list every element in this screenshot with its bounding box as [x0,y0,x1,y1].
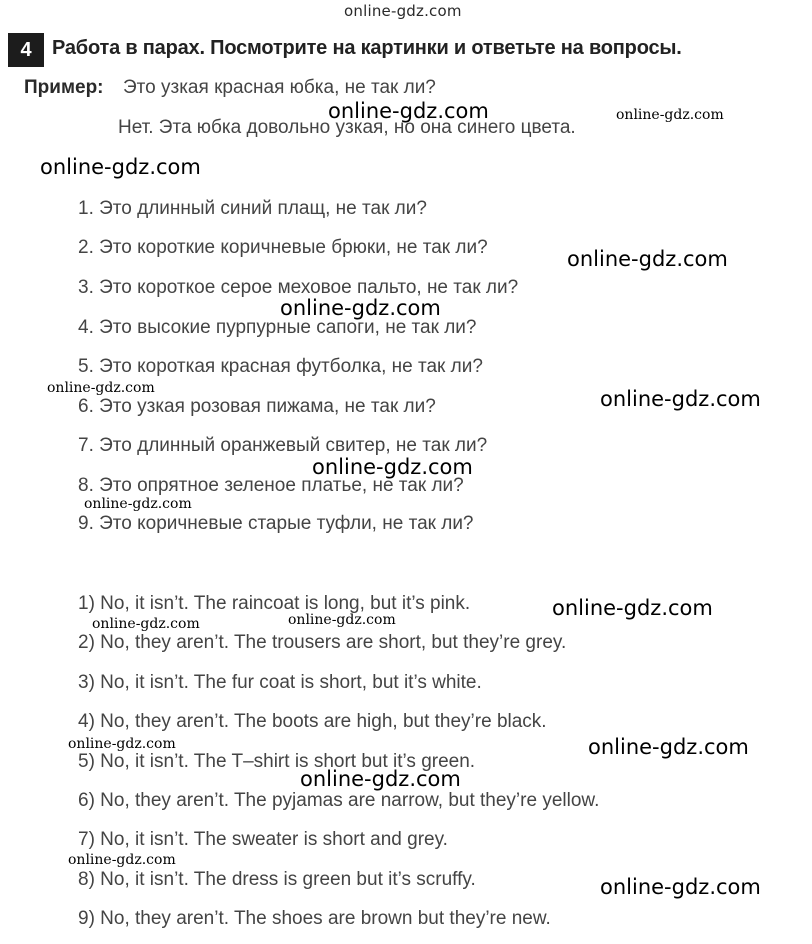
question-item: 5. Это короткая красная футболка, не так ли? [78,356,483,377]
watermark: online-gdz.com [600,387,761,411]
header-watermark: online-gdz.com [344,2,462,20]
question-item: 7. Это длинный оранжевый свитер, не так ли? [78,435,488,456]
question-item: 4. Это высокие пурпурные сапоги, не так ли? [78,317,477,338]
question-item: 1. Это длинный синий плащ, не так ли? [78,198,427,219]
watermark: online-gdz.com [84,496,192,512]
watermark: online-gdz.com [600,875,761,899]
answer-item: 7) No, it isn’t. The sweater is short and grey. [78,829,448,850]
watermark: online-gdz.com [616,107,724,123]
watermark: online-gdz.com [328,99,489,123]
answer-item: 9) No, they aren’t. The shoes are brown but they’re new. [78,908,551,929]
watermark: online-gdz.com [68,736,176,752]
question-item: 8. Это опрятное зеленое платье, не так ли? [78,475,464,496]
watermark: online-gdz.com [92,616,200,632]
answer-item: 3) No, it isn’t. The fur coat is short, but it’s white. [78,672,482,693]
task-number-badge: 4 [8,33,44,67]
watermark: online-gdz.com [68,852,176,868]
watermark: online-gdz.com [588,735,749,759]
watermark: online-gdz.com [40,155,201,179]
answer-item: 1) No, it isn’t. The raincoat is long, but it’s pink. [78,593,471,614]
question-item: 9. Это коричневые старые туфли, не так ли? [78,513,474,534]
example-answer: Нет. Эта юбка довольно узкая, но она синего цвета. [118,117,576,138]
example-label: Пример: [24,77,104,98]
question-item: 2. Это короткие коричневые брюки, не так ли? [78,237,488,258]
watermark: online-gdz.com [47,380,155,396]
task-title: Работа в парах. Посмотрите на картинки и ответьте на вопросы. [52,37,682,59]
answer-item: 4) No, they aren’t. The boots are high, but they’re black. [78,711,547,732]
answer-item: 5) No, it isn’t. The T–shirt is short but it’s green. [78,751,476,772]
watermark: online-gdz.com [567,247,728,271]
answer-item: 6) No, they aren’t. The pyjamas are narrow, but they’re yellow. [78,790,600,811]
watermark: online-gdz.com [288,612,396,628]
question-item: 6. Это узкая розовая пижама, не так ли? [78,396,436,417]
watermark: online-gdz.com [552,596,713,620]
answer-item: 2) No, they aren’t. The trousers are short, but they’re grey. [78,632,567,653]
question-item: 3. Это короткое серое меховое пальто, не так ли? [78,277,519,298]
watermark: online-gdz.com [280,296,441,320]
watermark: online-gdz.com [312,455,473,479]
example-question: Это узкая красная юбка, не так ли? [123,77,436,98]
answer-item: 8) No, it isn’t. The dress is green but it’s scruffy. [78,869,476,890]
watermark: online-gdz.com [300,767,461,791]
